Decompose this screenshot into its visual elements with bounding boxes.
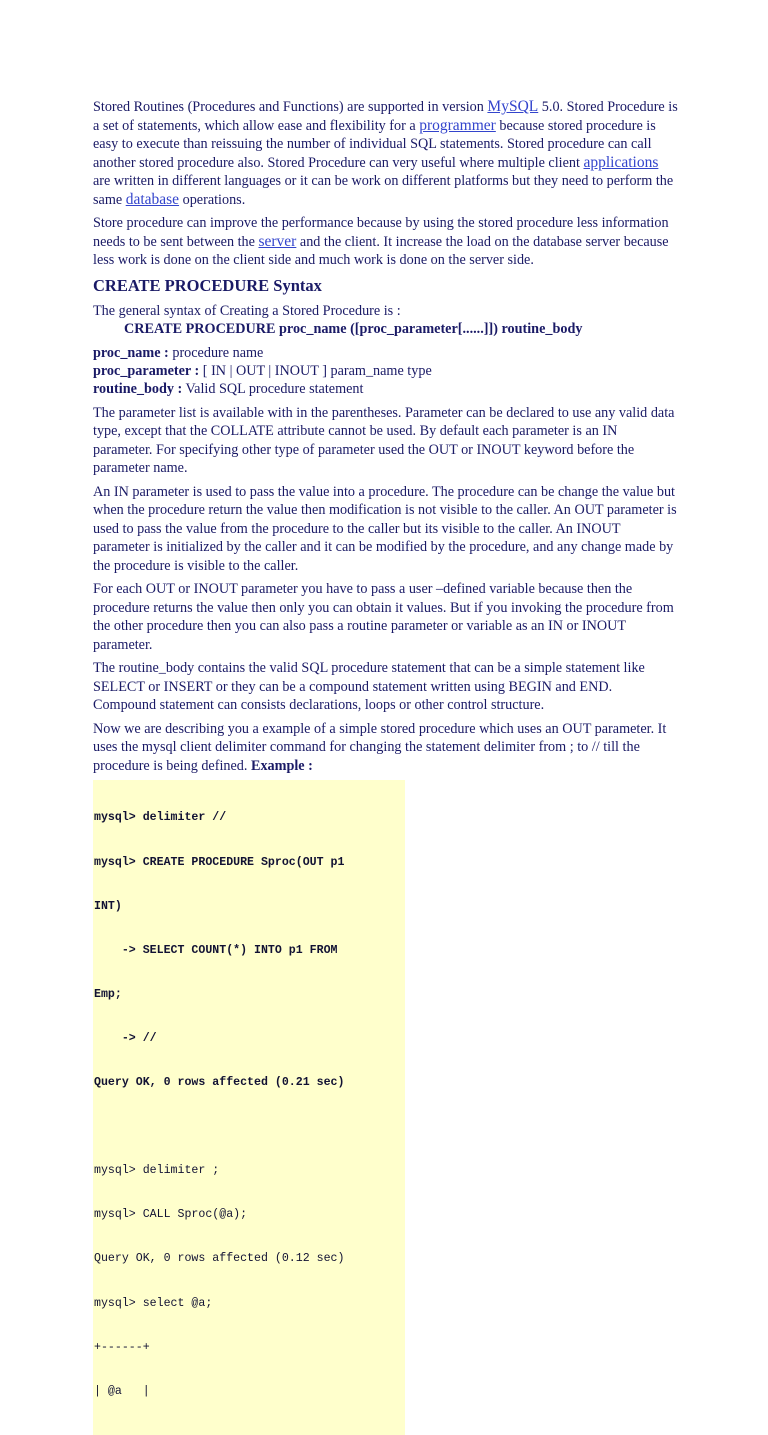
link-database[interactable]: database xyxy=(125,190,180,208)
example-text: Now we are describing you a example of a simple stored procedure which uses an OUT parameter. It uses the mysql client delimiter command for changing the statement delimiter from ; to // till the procedure is being defined. xyxy=(93,720,667,774)
code-line: -> // xyxy=(94,1031,157,1045)
code-line: mysql> select @a; xyxy=(94,1296,213,1310)
intro-paragraph-1 xyxy=(93,98,678,209)
link-applications[interactable]: applications xyxy=(583,153,659,171)
definition-desc: [ IN | OUT | INOUT ] param_name type xyxy=(199,362,432,379)
code-line: +------+ xyxy=(94,1340,150,1354)
section-heading: CREATE PROCEDURE Syntax xyxy=(93,275,322,295)
definition-term: routine_body : xyxy=(93,380,183,397)
code-example xyxy=(93,780,405,1435)
paragraph-routine-body: The routine_body contains the valid SQL procedure statement that can be a simple statement like SELECT or INSERT or they can be a compound statement written using BEGIN and END. Compound statement can consists declarations, loops or other control structure. xyxy=(93,660,645,713)
definition-desc: procedure name xyxy=(168,344,264,361)
link-programmer[interactable]: programmer xyxy=(419,116,496,134)
paragraph-parameter-list: The parameter list is available with in the parentheses. Parameter can be declared to use any valid data type, except that the COLLATE attribute cannot be used. By default each parameter is an IN parameter. For specifying other type of parameter used the OUT or INOUT keyword before the parameter name. xyxy=(93,404,675,476)
intro-text: Stored Routines (Procedures and Functions) are supported in version xyxy=(93,99,488,115)
intro-text: and the client. It increase the load on the database server because less work is done on the client side and much work is done on the server side. xyxy=(93,233,669,268)
code-line: Emp; xyxy=(94,987,122,1001)
code-line: mysql> delimiter ; xyxy=(94,1164,220,1178)
intro-text: are written in different languages or it can be work on different platforms but they need to perform the same xyxy=(93,173,674,208)
intro-text: because stored procedure is easy to execute than reissuing the number of individual SQL statements. Stored procedure can call another stored procedure also. Stored Procedure can very useful where multiple client xyxy=(93,117,656,171)
definition-term: proc_parameter : xyxy=(93,362,200,379)
paragraph-in-out-params: An IN parameter is used to pass the value into a procedure. The procedure can be change the value but when the procedure return the value then modification is not visible to the caller. An OUT parameter is used to pass the value from the procedure to the caller but its visible to the caller. An INOUT parameter is initialized by the caller and it can be modified by the procedure, and any change made by the procedure is visible to the caller. xyxy=(93,483,677,574)
code-line: | @a | xyxy=(94,1384,150,1398)
code-line: Query OK, 0 rows affected (0.12 sec) xyxy=(94,1252,345,1266)
paragraph-example-intro xyxy=(93,720,678,776)
code-line: -> SELECT COUNT(*) INTO p1 FROM xyxy=(94,943,338,957)
intro-text: 5.0. Stored Procedure is a set of statements, which allow ease and flexibility for a xyxy=(93,99,678,134)
syntax-block xyxy=(93,302,678,338)
paragraph-inout-variables: For each OUT or INOUT parameter you have to pass a user –defined variable because then the procedure returns the value then only you can obtain it values. But if you invoking the procedure from the other procedure then you can also pass a routine parameter or variable as an IN or INOUT parameter. xyxy=(93,581,674,653)
definition-term: proc_name : xyxy=(93,344,169,361)
code-line: mysql> delimiter // xyxy=(94,811,227,825)
syntax-intro: The general syntax of Creating a Stored Procedure is : xyxy=(93,302,401,319)
definition-routine-body xyxy=(93,380,678,398)
definition-desc: Valid SQL procedure statement xyxy=(182,380,364,397)
code-line: mysql> CREATE PROCEDURE Sproc(OUT p1 xyxy=(94,855,345,869)
article-body xyxy=(93,98,678,1435)
intro-paragraph-2 xyxy=(93,214,678,270)
definition-proc-name xyxy=(93,344,678,362)
code-line: INT) xyxy=(94,899,122,913)
code-blank-line xyxy=(94,1120,404,1135)
link-mysql[interactable]: MySQL xyxy=(487,98,539,115)
definitions-list xyxy=(93,344,678,398)
intro-text: Store procedure can improve the performance because by using the stored procedure less information needs to be sent between the xyxy=(93,215,669,250)
link-server[interactable]: server xyxy=(258,232,297,250)
example-label: Example : xyxy=(250,757,313,774)
intro-text: operations. xyxy=(179,191,246,208)
definition-proc-parameter xyxy=(93,362,678,380)
code-line: Query OK, 0 rows affected (0.21 sec) xyxy=(94,1076,345,1090)
syntax-line: CREATE PROCEDURE proc_name ([proc_parameter[......]]) routine_body xyxy=(124,320,583,337)
code-line: mysql> CALL Sproc(@a); xyxy=(94,1208,248,1222)
